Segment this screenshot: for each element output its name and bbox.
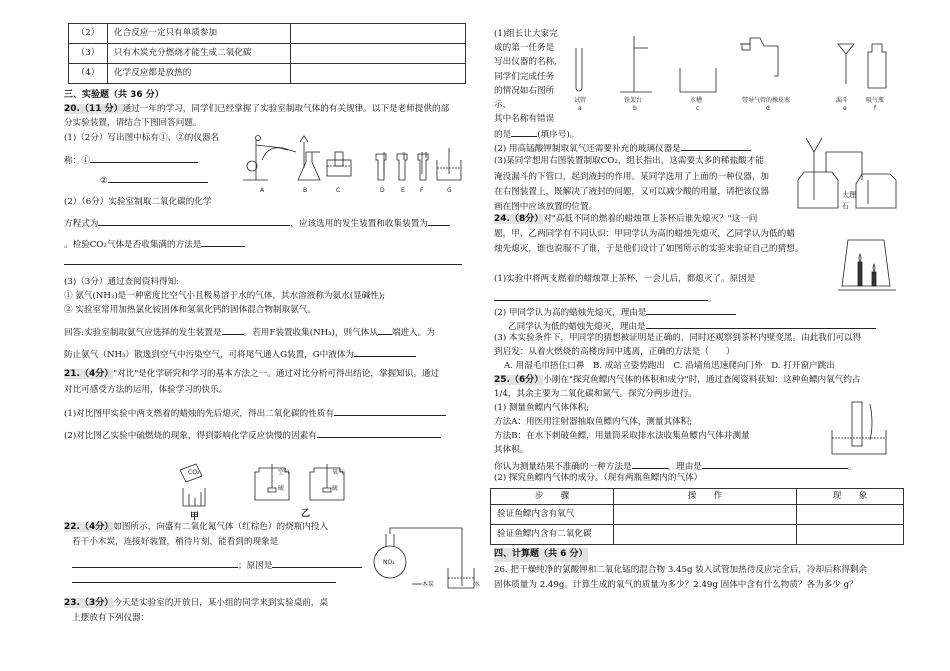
- row-number: （2）: [69, 24, 108, 44]
- q24-options[interactable]: A. 用湿毛巾捂住口鼻 B. 成站立姿势跑出 C. 沿墙角迅速爬向门外 D. 打开窗户跳出: [504, 361, 835, 371]
- q20-part2: (2）（6分）实验室制取二氧化碳的化学: [64, 197, 212, 207]
- table-row: [69, 24, 466, 44]
- q23-number: 23.（3分）: [64, 598, 114, 608]
- table-row: [69, 64, 466, 84]
- q23-part1-line: 的情况如右图所: [494, 85, 555, 96]
- q25-line1: [494, 374, 861, 388]
- table-row: [491, 505, 904, 525]
- instrument-name-d: 带导气管的橡皮塞: [742, 97, 791, 104]
- label: 称：①: [64, 156, 90, 166]
- label: 乙同学认为低的蜡烛先熄灭，理由是: [508, 322, 646, 332]
- q24-part1: (1)实验中将两支燃着的蜡烛罩上茶杯，一会儿后，都熄灭了。原因是: [494, 274, 756, 284]
- q20-line1: [64, 103, 449, 117]
- q26-line2: 固体质量为 2.49g。计算生成的氧气的质量为多少？2.49g 固体中含有什么物质？各为多少 g？: [494, 580, 858, 590]
- instrument-letter-f: f: [874, 105, 877, 112]
- answer-blank[interactable]: [632, 458, 668, 469]
- instrument-letter-d: d: [766, 105, 770, 112]
- q23-part1-line: 成的第一任务是: [494, 43, 555, 54]
- step-cell: 验证鱼鳔内含有氧气: [491, 505, 614, 525]
- candle-cup-figure: [838, 240, 896, 290]
- answer-blank[interactable]: [681, 140, 751, 151]
- q24-line2: 题，甲、乙两同学有不同认识：甲同学认为高的蜡烛先熄灭，乙同学认为低的蜡: [494, 229, 795, 239]
- figure-yi-caption: 乙: [301, 509, 311, 519]
- label: (填序号)。: [537, 130, 579, 141]
- answer-blank[interactable]: [428, 215, 450, 226]
- answer-blank[interactable]: [334, 405, 446, 416]
- sulfur-label-2: 硫: [332, 485, 339, 492]
- label-F: F: [420, 187, 424, 194]
- q20-part1-blank1: [64, 152, 198, 168]
- q25-question: 你认为测量结果不准确的一种方法是 ，理由是 。: [494, 458, 857, 474]
- q22-number: 22.（4分）: [64, 522, 114, 532]
- q23-part3-line2: 淹没漏斗的下管口，起到液封的作用。某同学选用了上面的一种仪器，加: [494, 172, 770, 182]
- q20-part3: (3)（3分）通过查阅资料得知:: [64, 277, 180, 287]
- q25-part2: (2) 探究鱼鳔内气体的成分。（现有两瓶鱼鳔内的气体）: [494, 473, 703, 483]
- operation-cell[interactable]: [614, 525, 797, 545]
- q23-part3-line1: (3)某同学想用右图装置制取CO₂，组长指出，这需要太多的稀盐酸才能: [494, 156, 764, 166]
- label: 。若用F装置收集(NH₃)，则气体从: [243, 328, 378, 338]
- q24-line1: [494, 213, 757, 227]
- label: 端进入。为: [391, 328, 435, 338]
- answer-cell[interactable]: [291, 24, 466, 44]
- label: 。检验CO₂气体是否收集满的方法是: [64, 240, 202, 250]
- label: 你认为测量结果不准确的一种方法是: [494, 462, 632, 472]
- no2-flask-figure: [374, 528, 474, 588]
- label-G: G: [447, 187, 452, 194]
- instrument-name-f: 吸气瓶: [866, 97, 885, 104]
- oxygen-label: 氧气: [332, 469, 345, 476]
- sulfur-label-1: 硫: [278, 485, 285, 492]
- answer-blank[interactable]: [646, 318, 876, 329]
- q25-method-b-line1: 方法B：在水下刺破鱼鳔，用量筒采取排水法收集鱼鳔内气体并测量: [494, 431, 750, 441]
- q21-part2: [64, 427, 441, 443]
- q23-text: 今天是实验室的开放日，某小组的同学来到实验桌前，桌: [113, 598, 329, 608]
- instrument-name-a: 试管: [574, 97, 587, 104]
- answer-blank[interactable]: [378, 324, 392, 335]
- q23-part1-line: (1)组长让大家完: [494, 29, 558, 39]
- figure-yi: [255, 464, 344, 500]
- answer-cell[interactable]: [291, 64, 466, 84]
- q25-method-a: 方法A：用医用注射器抽取鱼鳔内气体，测量其体积;: [494, 417, 693, 427]
- q21-number: 21.（4分）: [64, 369, 114, 379]
- label: ；原因是: [238, 561, 273, 571]
- phenomenon-cell[interactable]: [797, 525, 904, 545]
- answer-blank[interactable]: [90, 152, 198, 163]
- instrument-letter-b: b: [633, 105, 637, 112]
- q20-text: 通过一年的学习，同学们已经掌握了实验室制取气体的有关规律。以下是老师提供的部: [122, 104, 450, 114]
- label-A: A: [260, 187, 265, 194]
- figure-jia: [180, 464, 205, 506]
- q20-part3-info2: ② 实验室常用加热氯化铵固体和氢氧化钙的固体混合物制取氨气。: [64, 305, 316, 315]
- q20-part1: (1)（2分）写出图中标有①、②的仪器名: [64, 133, 220, 143]
- q23-part3-line4: 画在图中应该放置的位置。: [494, 202, 598, 212]
- answer-line[interactable]: [64, 264, 462, 265]
- q22-line1: [64, 521, 328, 535]
- q25-text: 小刚在"探究鱼鳔内气体的体积和成分"时，通过查阅资料获知：这种鱼鳔内氧气约占: [543, 375, 861, 385]
- answer-blank[interactable]: [222, 324, 244, 335]
- marble-label-2: 石: [842, 202, 849, 210]
- q20-line2: 分实验装置，请结合下图回答问题。: [64, 118, 202, 128]
- q20-part2-line: [64, 215, 450, 231]
- label: 防止氨气（NH₃）散逸到空气中污染空气，可将尾气通入G装置，G中液体为: [64, 350, 355, 360]
- figure-jia-caption: 甲: [190, 512, 200, 522]
- cylinder-figure: [832, 402, 886, 454]
- label-B: B: [303, 187, 308, 194]
- instrument-letter-c: c: [696, 105, 700, 112]
- q23-part1-line: 示，: [494, 100, 512, 111]
- q23-part1-line: 写出仪器的名称,: [494, 57, 557, 68]
- q24-line3: 烛先熄灭，谁也说服不了谁，于是他们设计了如图所示的实验来验证自己的猜想。: [494, 244, 804, 254]
- label: (2) 甲同学认为高的蜡烛先熄灭，理由是: [494, 308, 647, 318]
- table-header-row: [491, 489, 904, 505]
- answer-blank[interactable]: [646, 304, 736, 315]
- q23-part3-line3: 在右图装置上，既解决了液封的问题，又可以减少酸的用量，请把该仪器: [494, 187, 770, 197]
- phenomenon-cell[interactable]: [797, 505, 904, 525]
- answer-blank[interactable]: [494, 290, 708, 301]
- q25-line2: 1/4，其余主要为二氧化碳和氮气。探究分两步进行。: [494, 389, 697, 399]
- q24-number: 24.（8分）: [494, 214, 544, 224]
- instrument-letter-e: e: [843, 105, 847, 112]
- table-row: [491, 525, 904, 545]
- instrument-figures: [576, 36, 886, 92]
- row-text: 只有木炭充分燃烧才能生成二氧化碳: [108, 44, 291, 64]
- q20-part3-info1: ① 氨气(NH₃)是一种密度比空气小且极易溶于水的气体，其水溶液称为氨水(显碱性);: [64, 291, 386, 301]
- header-operation: 操 作: [614, 489, 797, 505]
- q24-part3-line1: (3) 本实验条件下，甲同学的猜想被证明是正确的，同时还观察到茶杯内壁变黑。由此我们可以得: [494, 333, 862, 343]
- answer-blank[interactable]: [702, 458, 848, 469]
- q23-part1-line: 同学们完成任务: [494, 71, 555, 82]
- row-number: （4）: [69, 64, 108, 84]
- q23-part1: [494, 27, 587, 143]
- answer-blank[interactable]: [98, 215, 290, 226]
- section-4-title: 四、计算题（共 6 分）: [494, 548, 588, 562]
- q22-answers: [72, 557, 362, 573]
- q23-part2: [494, 140, 751, 156]
- label: 回答:实验室制取氨气应选择的发生装置是: [64, 328, 222, 338]
- experiment-table: [490, 488, 904, 545]
- true-false-table: [68, 23, 466, 84]
- answer-blank[interactable]: [272, 557, 362, 568]
- water-label: 水: [474, 581, 481, 588]
- q21-line1: [64, 368, 439, 382]
- instrument-name-b: 铁架台: [624, 97, 643, 104]
- instrument-name-c: 水槽: [690, 97, 703, 104]
- label: (2)对比图乙实验中硫燃烧的现象，得到影响化学反应快慢的因素有: [64, 431, 317, 441]
- label: ②: [100, 176, 108, 186]
- answer-line[interactable]: [72, 582, 336, 583]
- label: (2) 用高锰酸钾制取氧气还需要补充的玻璃仪器是: [494, 144, 681, 154]
- q25-method-b-line2: 其体积。: [494, 445, 529, 455]
- answer-blank[interactable]: [72, 557, 238, 568]
- answer-blank[interactable]: [201, 236, 245, 247]
- label: (1)对比图甲实验中两支燃着的蜡烛的先后熄灭，得出二氧化碳的性质有: [64, 409, 334, 419]
- q25-number: 25.（6分）: [494, 375, 544, 385]
- label: ，理由是: [667, 462, 702, 472]
- answer-blank[interactable]: [511, 126, 537, 137]
- air-label: 空气: [278, 469, 291, 476]
- marble-label-1: 大理: [842, 191, 856, 199]
- charcoal-label: 木炭: [422, 581, 435, 588]
- q25-part1: (1) 测量鱼鳔内气体体积;: [494, 403, 590, 413]
- operation-cell[interactable]: [614, 505, 797, 525]
- header-step: 步 骤: [491, 489, 614, 505]
- instrument-letter-a: a: [578, 105, 582, 112]
- answer-blank[interactable]: [354, 346, 416, 357]
- row-text: 化合反应一定只有单质参加: [108, 24, 291, 44]
- q24-part3-line2: 到启发：从着火燃烧的高楼房间中逃离，正确的方法是（ ）: [494, 347, 735, 357]
- q26-line1: 26. 把干燥纯净的氯酸钾和二氧化锰的混合物 3.45g 装入试管加热待反应完全后，冷却后称得剩余: [494, 565, 868, 575]
- q24-part1-answer: 。: [494, 290, 717, 306]
- q22-line2: 若干小木炭，连接好装置，稍待片刻，能看到的现象是: [72, 537, 279, 547]
- answer-blank[interactable]: [108, 172, 208, 183]
- answer-cell[interactable]: [291, 44, 466, 64]
- co2-label: CO₂: [188, 469, 200, 476]
- header-phenomenon: 现 象: [797, 489, 904, 505]
- q22-text: 如图所示，向盛有二氧化氮气体（红棕色）的烧瓶内投入: [113, 522, 329, 532]
- label-D: D: [380, 187, 385, 194]
- q21-line2: 对比可感受方法的运用，体验学习的快乐。: [64, 385, 228, 395]
- label: ，应该选用的发生装置和收集装置为: [290, 219, 428, 229]
- q23-line1: [64, 597, 328, 611]
- row-number: （3）: [69, 44, 108, 64]
- q20-part3-liquid: [64, 346, 416, 362]
- q20-number: 20.（11 分）: [64, 104, 123, 114]
- row-text: 化学反应都是放热的: [108, 64, 291, 84]
- label-E: E: [401, 187, 405, 194]
- q21-text: "对比"是化学研究和学习的基本方法之一。通过对比分析可得出结论，掌握知识。通过: [113, 369, 440, 379]
- q24-text: 对"高低不同的燃着的蜡烛罩上茶杯后谁先熄灭？"这一问: [543, 214, 758, 224]
- answer-blank[interactable]: [317, 427, 441, 438]
- label: 的是: [494, 130, 512, 141]
- q21-part1: [64, 405, 446, 421]
- q20-part1-blank2: [100, 172, 208, 188]
- label-C: C: [336, 187, 341, 194]
- section-3-title: 三、实验题（共 36 分）: [64, 90, 164, 100]
- instrument-name-e: 漏斗: [836, 97, 849, 104]
- no2-label: NO₂: [383, 559, 395, 566]
- q20-part2-check: [64, 236, 245, 252]
- q20-part3-answer: [64, 324, 435, 340]
- q23-part1-line: 其中名称有错误: [494, 114, 555, 125]
- co2-apparatus: [798, 138, 896, 208]
- step-cell: 验证鱼鳔内含有二氧化碳: [491, 525, 614, 545]
- label: 方程式为: [64, 219, 99, 229]
- table-row: [69, 44, 466, 64]
- q23-line2: 上摆放有下列仪器：: [72, 613, 150, 623]
